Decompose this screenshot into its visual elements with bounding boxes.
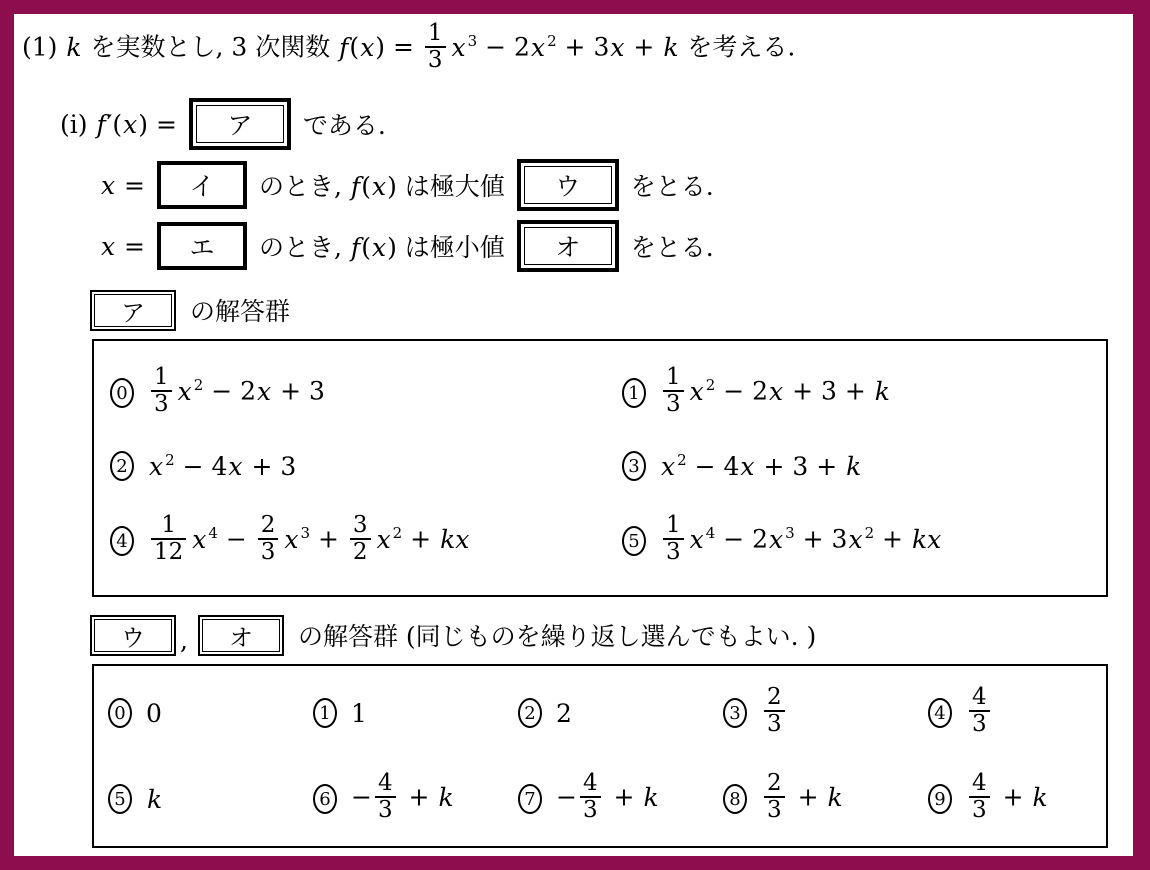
group-uo-options-box xyxy=(92,664,1108,848)
option-a-3 xyxy=(622,437,1096,495)
circled-9-icon: 9 xyxy=(928,784,952,814)
group-uo-header xyxy=(90,614,1133,656)
circled-1-icon: 1 xyxy=(313,698,337,728)
option-uo-5 xyxy=(108,756,313,842)
group-a-header xyxy=(90,289,1133,331)
circled-4-icon: 4 xyxy=(928,698,952,728)
circled-0-icon: 0 xyxy=(110,378,134,408)
option-uo-2 xyxy=(518,670,723,756)
option-expression: x $^2$ − 4x + 3 + k xyxy=(661,451,862,481)
derivative-lhs: (i) f′(x) = xyxy=(60,109,177,139)
option-a-1 xyxy=(622,351,1096,435)
header-comma: , xyxy=(180,625,188,655)
part-i-suffix: である. xyxy=(302,111,386,140)
x-equals-math: x = xyxy=(101,231,146,261)
answer-box-o-label: オ xyxy=(524,227,612,265)
group-a-options-box xyxy=(92,339,1108,597)
option-a-4 xyxy=(110,497,622,585)
group-uo-options-grid xyxy=(94,666,1106,846)
option-uo-6 xyxy=(313,756,518,842)
option-expression: 1 xyxy=(351,698,367,728)
local-max-line xyxy=(100,159,1133,211)
answer-box-i: イ xyxy=(157,161,247,209)
option-expression: x $^2$ − 4x + 3 xyxy=(149,451,297,481)
local-min-line xyxy=(100,220,1133,272)
answer-box-a xyxy=(189,98,291,150)
option-expression: 2 xyxy=(556,698,572,728)
option-a-5 xyxy=(622,497,1096,585)
option-uo-0 xyxy=(108,670,313,756)
circled-6-icon: 6 xyxy=(313,784,337,814)
option-uo-8 xyxy=(723,756,928,842)
circled-0-icon: 0 xyxy=(108,698,132,728)
option-expression: $\frac{2}{3}$ xyxy=(761,685,790,741)
answer-box-u-label: ウ xyxy=(524,166,612,204)
option-expression: $\frac{1}{3}$ x $^2$ − 2x + 3 + k xyxy=(660,365,891,421)
part-i-line xyxy=(60,98,1133,150)
circled-7-icon: 7 xyxy=(518,784,542,814)
circled-8-icon: 8 xyxy=(723,784,747,814)
local-max-suffix: をとる. xyxy=(630,172,714,201)
local-min-suffix: をとる. xyxy=(630,233,714,262)
local-max-text: のとき, f(x) は極大値 xyxy=(259,172,505,201)
circled-3-icon: 3 xyxy=(622,451,646,481)
circled-1-icon: 1 xyxy=(622,378,646,408)
option-expression: $\frac{4}{3}$ + k xyxy=(966,771,1049,827)
group-a-header-box-label: ア xyxy=(94,294,172,327)
circled-2-icon: 2 xyxy=(518,698,542,728)
answer-box-o xyxy=(517,220,619,272)
option-uo-4 xyxy=(928,670,1100,756)
option-expression: $\frac{1}{12}$ x $^4$ − $\frac{2}{3}$ x $^3$ + $\frac{3}{2}$ x $^2$ + kx xyxy=(148,513,470,569)
group-uo-header-box-o xyxy=(198,615,284,656)
answer-box-u xyxy=(517,159,619,211)
option-a-2 xyxy=(110,437,622,495)
option-expression: 0 xyxy=(146,698,162,728)
circled-5-icon: 5 xyxy=(622,526,646,556)
option-uo-7 xyxy=(518,756,723,842)
option-uo-1 xyxy=(313,670,518,756)
group-a-options-grid xyxy=(94,341,1106,595)
x-equals-math: x = xyxy=(101,170,146,200)
option-a-0 xyxy=(110,351,622,435)
group-uo-header-label: の解答群 (同じものを繰り返し選んでもよい. ) xyxy=(297,622,817,651)
circled-4-icon: 4 xyxy=(110,526,134,556)
option-expression: $\frac{1}{3}$ x $^2$ − 2x + 3 xyxy=(148,365,325,421)
answer-box-a-label: ア xyxy=(196,105,284,143)
problem-intro-formula: (1) k を実数とし, 3 次関数 f(x) = $\frac{1}{3}$ x $^3$ − 2x $^2$ + 3x + k を考える. xyxy=(22,20,796,73)
option-expression: k xyxy=(147,784,163,814)
option-expression: $\frac{2}{3}$ + k xyxy=(761,771,844,827)
option-expression: $\frac{4}{3}$ xyxy=(966,685,995,741)
group-uo-header-box-u-label: ウ xyxy=(94,619,172,652)
option-expression: $\frac{1}{3}$ x $^4$ − 2x $^3$ + 3x $^2$ + kx xyxy=(660,513,942,569)
group-a-header-box xyxy=(90,290,176,331)
local-min-text: のとき, f(x) は極小値 xyxy=(259,233,505,262)
answer-box-e: エ xyxy=(157,222,247,270)
group-uo-header-box-o-label: オ xyxy=(202,619,280,652)
group-a-header-label: の解答群 xyxy=(190,297,291,326)
circled-5-icon: 5 xyxy=(108,784,132,814)
circled-3-icon: 3 xyxy=(723,698,747,728)
problem-intro-line xyxy=(22,20,1133,78)
option-expression: − $\frac{4}{3}$ + k xyxy=(351,770,454,823)
option-expression: − $\frac{4}{3}$ + k xyxy=(556,770,659,823)
circled-2-icon: 2 xyxy=(110,451,134,481)
option-uo-9 xyxy=(928,756,1100,842)
option-uo-3 xyxy=(723,670,928,756)
group-uo-header-box-u xyxy=(90,615,176,656)
